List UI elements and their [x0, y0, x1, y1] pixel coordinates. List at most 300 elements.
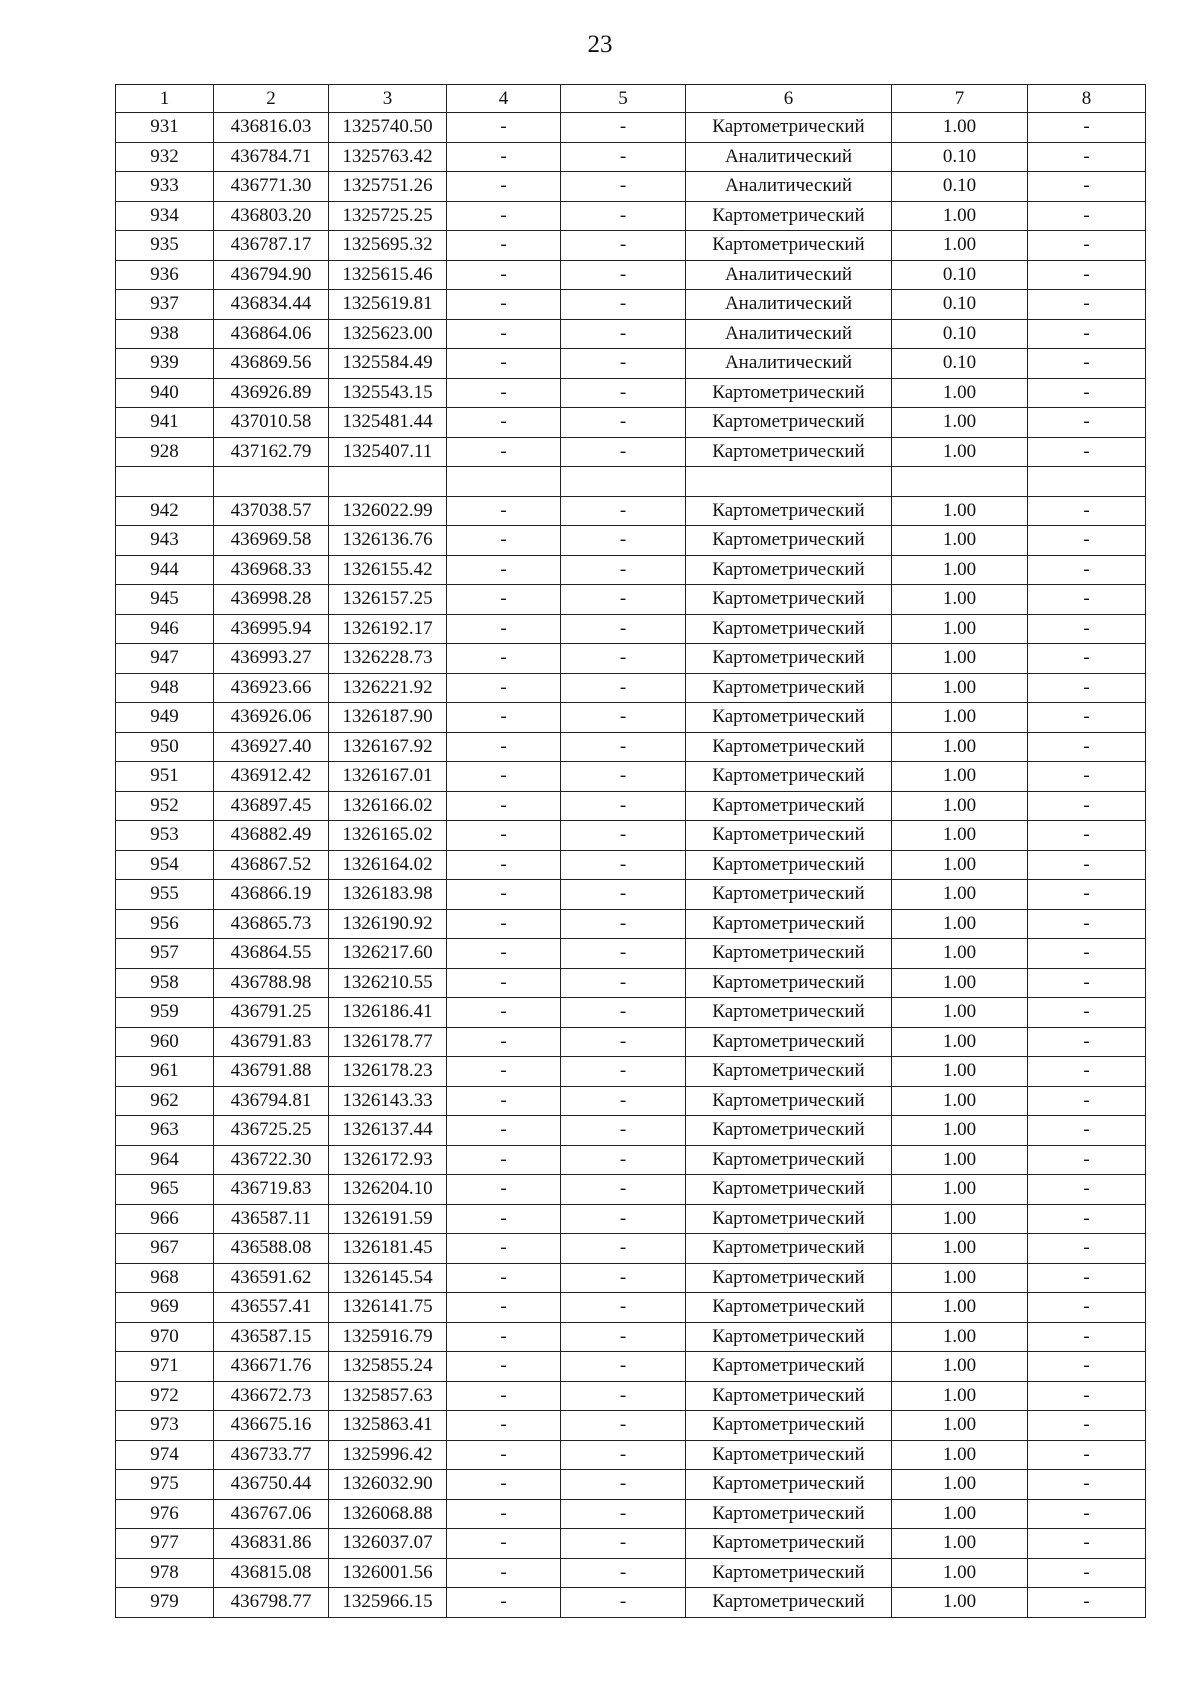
x-coordinate-cell: 436923.66: [214, 673, 329, 703]
method-cell: Картометрический: [686, 1027, 892, 1057]
col8-cell: -: [1028, 555, 1146, 585]
table-row: [116, 1234, 1146, 1264]
method-cell: Картометрический: [686, 1116, 892, 1146]
accuracy-cell: 1.00: [892, 113, 1028, 143]
accuracy-cell: 1.00: [892, 1057, 1028, 1087]
point-number-cell: 950: [116, 732, 214, 762]
x-coordinate-cell: 436831.86: [214, 1529, 329, 1559]
col8-cell: -: [1028, 496, 1146, 526]
table-row: [116, 1293, 1146, 1323]
y-coordinate-cell: 1326187.90: [329, 703, 447, 733]
point-number-cell: 944: [116, 555, 214, 585]
method-cell: Картометрический: [686, 1204, 892, 1234]
point-number-cell: 961: [116, 1057, 214, 1087]
x-coordinate-cell: 436794.90: [214, 260, 329, 290]
x-coordinate-cell: 436557.41: [214, 1293, 329, 1323]
accuracy-cell: 1.00: [892, 1381, 1028, 1411]
y-coordinate-cell: 1326145.54: [329, 1263, 447, 1293]
col4-cell: -: [447, 1322, 561, 1352]
x-coordinate-cell: 436784.71: [214, 142, 329, 172]
point-number-cell: 966: [116, 1204, 214, 1234]
y-coordinate-cell: 1326186.41: [329, 998, 447, 1028]
col5-cell: -: [561, 732, 686, 762]
point-number-cell: 933: [116, 172, 214, 202]
col5-cell: -: [561, 1057, 686, 1087]
accuracy-cell: 1.00: [892, 496, 1028, 526]
col5-cell: -: [561, 850, 686, 880]
col5-cell: -: [561, 1145, 686, 1175]
point-number-cell: 963: [116, 1116, 214, 1146]
y-coordinate-cell: 1326178.23: [329, 1057, 447, 1087]
method-cell: Картометрический: [686, 968, 892, 998]
table-header-row: [116, 85, 1146, 113]
accuracy-cell: 1.00: [892, 762, 1028, 792]
col5-cell: -: [561, 1588, 686, 1618]
col4-cell: -: [447, 201, 561, 231]
accuracy-cell: 1.00: [892, 437, 1028, 467]
y-coordinate-cell: 1326228.73: [329, 644, 447, 674]
method-cell: Картометрический: [686, 1234, 892, 1264]
col4-cell: -: [447, 555, 561, 585]
col4-cell: -: [447, 172, 561, 202]
point-number-cell: 957: [116, 939, 214, 969]
col4-cell: -: [447, 1027, 561, 1057]
accuracy-cell: 1.00: [892, 1175, 1028, 1205]
table-row: [116, 968, 1146, 998]
method-cell: Картометрический: [686, 113, 892, 143]
col4-cell: -: [447, 1411, 561, 1441]
col5-cell: -: [561, 555, 686, 585]
col8-cell: -: [1028, 319, 1146, 349]
table-row: [116, 939, 1146, 969]
col8-cell: -: [1028, 113, 1146, 143]
x-coordinate-cell: 436897.45: [214, 791, 329, 821]
col8-cell: -: [1028, 1234, 1146, 1264]
col8-cell: -: [1028, 142, 1146, 172]
col5-cell: -: [561, 378, 686, 408]
point-number-cell: 938: [116, 319, 214, 349]
x-coordinate-cell: 436882.49: [214, 821, 329, 851]
table-row: [116, 585, 1146, 615]
x-coordinate-cell: 436750.44: [214, 1470, 329, 1500]
col8-cell: -: [1028, 1204, 1146, 1234]
column-header: 6: [686, 85, 892, 113]
x-coordinate-cell: 436675.16: [214, 1411, 329, 1441]
table-row: [116, 437, 1146, 467]
col4-cell: -: [447, 821, 561, 851]
col5-cell: -: [561, 1381, 686, 1411]
accuracy-cell: 1.00: [892, 614, 1028, 644]
y-coordinate-cell: [329, 467, 447, 497]
point-number-cell: 956: [116, 909, 214, 939]
point-number-cell: 942: [116, 496, 214, 526]
table-row: [116, 1204, 1146, 1234]
point-number-cell: [116, 467, 214, 497]
table-row: [116, 1145, 1146, 1175]
method-cell: Картометрический: [686, 1529, 892, 1559]
x-coordinate-cell: 436864.06: [214, 319, 329, 349]
col5-cell: -: [561, 1470, 686, 1500]
col5-cell: -: [561, 614, 686, 644]
y-coordinate-cell: 1326166.02: [329, 791, 447, 821]
method-cell: Аналитический: [686, 260, 892, 290]
y-coordinate-cell: 1326164.02: [329, 850, 447, 880]
point-number-cell: 937: [116, 290, 214, 320]
col8-cell: -: [1028, 585, 1146, 615]
point-number-cell: 928: [116, 437, 214, 467]
table-row: [116, 172, 1146, 202]
point-number-cell: 959: [116, 998, 214, 1028]
table-row: [116, 1116, 1146, 1146]
accuracy-cell: 1.00: [892, 1086, 1028, 1116]
table-row: [116, 1411, 1146, 1441]
x-coordinate-cell: 436926.89: [214, 378, 329, 408]
col5-cell: -: [561, 1116, 686, 1146]
point-number-cell: 973: [116, 1411, 214, 1441]
point-number-cell: 970: [116, 1322, 214, 1352]
column-header: 1: [116, 85, 214, 113]
x-coordinate-cell: 436672.73: [214, 1381, 329, 1411]
table-row: [116, 1381, 1146, 1411]
col8-cell: -: [1028, 1116, 1146, 1146]
col4-cell: -: [447, 290, 561, 320]
method-cell: Картометрический: [686, 555, 892, 585]
col8-cell: -: [1028, 1322, 1146, 1352]
y-coordinate-cell: 1325916.79: [329, 1322, 447, 1352]
col5-cell: -: [561, 880, 686, 910]
point-number-cell: 972: [116, 1381, 214, 1411]
accuracy-cell: 0.10: [892, 349, 1028, 379]
accuracy-cell: 1.00: [892, 909, 1028, 939]
accuracy-cell: 1.00: [892, 703, 1028, 733]
table-row: [116, 319, 1146, 349]
table-row: [116, 113, 1146, 143]
point-number-cell: 967: [116, 1234, 214, 1264]
y-coordinate-cell: 1325619.81: [329, 290, 447, 320]
column-header: 8: [1028, 85, 1146, 113]
col5-cell: -: [561, 909, 686, 939]
accuracy-cell: 1.00: [892, 998, 1028, 1028]
method-cell: Картометрический: [686, 1322, 892, 1352]
method-cell: Картометрический: [686, 644, 892, 674]
y-coordinate-cell: 1326143.33: [329, 1086, 447, 1116]
col8-cell: -: [1028, 791, 1146, 821]
accuracy-cell: 1.00: [892, 526, 1028, 556]
col8-cell: -: [1028, 1529, 1146, 1559]
accuracy-cell: 1.00: [892, 378, 1028, 408]
col8-cell: -: [1028, 1470, 1146, 1500]
col5-cell: -: [561, 703, 686, 733]
x-coordinate-cell: 436867.52: [214, 850, 329, 880]
table-row: [116, 821, 1146, 851]
col8-cell: -: [1028, 821, 1146, 851]
col4-cell: -: [447, 703, 561, 733]
x-coordinate-cell: 436968.33: [214, 555, 329, 585]
x-coordinate-cell: 436791.25: [214, 998, 329, 1028]
x-coordinate-cell: 436767.06: [214, 1499, 329, 1529]
col4-cell: -: [447, 939, 561, 969]
y-coordinate-cell: 1326190.92: [329, 909, 447, 939]
col4-cell: -: [447, 1116, 561, 1146]
x-coordinate-cell: 436787.17: [214, 231, 329, 261]
col4-cell: -: [447, 408, 561, 438]
point-number-cell: 978: [116, 1558, 214, 1588]
method-cell: Картометрический: [686, 201, 892, 231]
method-cell: Картометрический: [686, 1499, 892, 1529]
accuracy-cell: 0.10: [892, 290, 1028, 320]
col4-cell: -: [447, 1499, 561, 1529]
col4-cell: -: [447, 1588, 561, 1618]
column-header: 7: [892, 85, 1028, 113]
x-coordinate-cell: 436791.83: [214, 1027, 329, 1057]
accuracy-cell: 1.00: [892, 1322, 1028, 1352]
col5-cell: -: [561, 762, 686, 792]
y-coordinate-cell: 1325615.46: [329, 260, 447, 290]
x-coordinate-cell: 436725.25: [214, 1116, 329, 1146]
col8-cell: -: [1028, 1086, 1146, 1116]
col5-cell: -: [561, 1234, 686, 1264]
col8-cell: -: [1028, 1057, 1146, 1087]
accuracy-cell: 1.00: [892, 1263, 1028, 1293]
col8-cell: -: [1028, 998, 1146, 1028]
accuracy-cell: 1.00: [892, 1204, 1028, 1234]
point-number-cell: 952: [116, 791, 214, 821]
col4-cell: -: [447, 142, 561, 172]
point-number-cell: 932: [116, 142, 214, 172]
x-coordinate-cell: 436866.19: [214, 880, 329, 910]
y-coordinate-cell: 1326022.99: [329, 496, 447, 526]
point-number-cell: 953: [116, 821, 214, 851]
col8-cell: -: [1028, 732, 1146, 762]
method-cell: Картометрический: [686, 1440, 892, 1470]
table-row: [116, 1352, 1146, 1382]
col8-cell: -: [1028, 1381, 1146, 1411]
y-coordinate-cell: 1325996.42: [329, 1440, 447, 1470]
col4-cell: -: [447, 1293, 561, 1323]
accuracy-cell: 0.10: [892, 142, 1028, 172]
x-coordinate-cell: 436993.27: [214, 644, 329, 674]
point-number-cell: 958: [116, 968, 214, 998]
table-row: [116, 850, 1146, 880]
col4-cell: -: [447, 585, 561, 615]
method-cell: Картометрический: [686, 496, 892, 526]
y-coordinate-cell: 1325751.26: [329, 172, 447, 202]
col4-cell: -: [447, 1440, 561, 1470]
col5-cell: -: [561, 201, 686, 231]
table-row: [116, 1588, 1146, 1618]
point-number-cell: 971: [116, 1352, 214, 1382]
column-header: 4: [447, 85, 561, 113]
col4-cell: -: [447, 260, 561, 290]
col8-cell: -: [1028, 1175, 1146, 1205]
point-number-cell: 943: [116, 526, 214, 556]
point-number-cell: 969: [116, 1293, 214, 1323]
method-cell: Картометрический: [686, 791, 892, 821]
y-coordinate-cell: 1325623.00: [329, 319, 447, 349]
table-row: [116, 260, 1146, 290]
accuracy-cell: 1.00: [892, 1588, 1028, 1618]
y-coordinate-cell: 1326167.92: [329, 732, 447, 762]
point-number-cell: 934: [116, 201, 214, 231]
table-row: [116, 408, 1146, 438]
accuracy-cell: 1.00: [892, 968, 1028, 998]
col8-cell: -: [1028, 260, 1146, 290]
point-number-cell: 948: [116, 673, 214, 703]
method-cell: Картометрический: [686, 703, 892, 733]
y-coordinate-cell: 1325481.44: [329, 408, 447, 438]
table-row: [116, 762, 1146, 792]
method-cell: Картометрический: [686, 821, 892, 851]
col5-cell: -: [561, 968, 686, 998]
method-cell: Картометрический: [686, 437, 892, 467]
col4-cell: -: [447, 526, 561, 556]
table-row: [116, 496, 1146, 526]
y-coordinate-cell: 1326136.76: [329, 526, 447, 556]
method-cell: Картометрический: [686, 1470, 892, 1500]
col5-cell: -: [561, 1529, 686, 1559]
x-coordinate-cell: 436834.44: [214, 290, 329, 320]
point-number-cell: 977: [116, 1529, 214, 1559]
col4-cell: -: [447, 1204, 561, 1234]
x-coordinate-cell: 436798.77: [214, 1588, 329, 1618]
x-coordinate-cell: 436671.76: [214, 1352, 329, 1382]
col8-cell: -: [1028, 408, 1146, 438]
accuracy-cell: 1.00: [892, 1027, 1028, 1057]
col5-cell: -: [561, 821, 686, 851]
x-coordinate-cell: 436591.62: [214, 1263, 329, 1293]
accuracy-cell: 1.00: [892, 880, 1028, 910]
accuracy-cell: 1.00: [892, 1234, 1028, 1264]
y-coordinate-cell: 1325966.15: [329, 1588, 447, 1618]
method-cell: Картометрический: [686, 1352, 892, 1382]
table-row: [116, 614, 1146, 644]
accuracy-cell: 1.00: [892, 1352, 1028, 1382]
table-row: [116, 142, 1146, 172]
col4-cell: -: [447, 998, 561, 1028]
col5-cell: -: [561, 349, 686, 379]
col8-cell: -: [1028, 378, 1146, 408]
y-coordinate-cell: 1326210.55: [329, 968, 447, 998]
column-header: 3: [329, 85, 447, 113]
y-coordinate-cell: 1326191.59: [329, 1204, 447, 1234]
x-coordinate-cell: 436969.58: [214, 526, 329, 556]
y-coordinate-cell: 1326217.60: [329, 939, 447, 969]
x-coordinate-cell: 436864.55: [214, 939, 329, 969]
col4-cell: -: [447, 437, 561, 467]
x-coordinate-cell: 436927.40: [214, 732, 329, 762]
col5-cell: -: [561, 1411, 686, 1441]
col5-cell: -: [561, 1027, 686, 1057]
table-row: [116, 703, 1146, 733]
y-coordinate-cell: 1325407.11: [329, 437, 447, 467]
method-cell: Картометрический: [686, 1293, 892, 1323]
col5-cell: -: [561, 585, 686, 615]
col8-cell: -: [1028, 939, 1146, 969]
method-cell: Картометрический: [686, 998, 892, 1028]
table-row: [116, 231, 1146, 261]
col4-cell: [447, 467, 561, 497]
method-cell: Картометрический: [686, 378, 892, 408]
point-number-cell: 968: [116, 1263, 214, 1293]
col5-cell: -: [561, 791, 686, 821]
point-number-cell: 949: [116, 703, 214, 733]
col8-cell: -: [1028, 880, 1146, 910]
y-coordinate-cell: 1326192.17: [329, 614, 447, 644]
y-coordinate-cell: 1325763.42: [329, 142, 447, 172]
col4-cell: -: [447, 231, 561, 261]
method-cell: Картометрический: [686, 1411, 892, 1441]
accuracy-cell: 1.00: [892, 585, 1028, 615]
method-cell: Картометрический: [686, 231, 892, 261]
method-cell: Картометрический: [686, 1057, 892, 1087]
col4-cell: -: [447, 113, 561, 143]
col4-cell: -: [447, 614, 561, 644]
y-coordinate-cell: 1326141.75: [329, 1293, 447, 1323]
col8-cell: -: [1028, 290, 1146, 320]
accuracy-cell: 1.00: [892, 1293, 1028, 1323]
x-coordinate-cell: 436926.06: [214, 703, 329, 733]
x-coordinate-cell: 436803.20: [214, 201, 329, 231]
x-coordinate-cell: 436815.08: [214, 1558, 329, 1588]
y-coordinate-cell: 1325584.49: [329, 349, 447, 379]
y-coordinate-cell: 1325543.15: [329, 378, 447, 408]
table-row: [116, 1558, 1146, 1588]
col4-cell: -: [447, 909, 561, 939]
point-number-cell: 951: [116, 762, 214, 792]
accuracy-cell: 1.00: [892, 939, 1028, 969]
col4-cell: -: [447, 968, 561, 998]
point-number-cell: 974: [116, 1440, 214, 1470]
col5-cell: -: [561, 231, 686, 261]
table-row: [116, 1322, 1146, 1352]
x-coordinate-cell: 436791.88: [214, 1057, 329, 1087]
method-cell: Картометрический: [686, 408, 892, 438]
method-cell: Картометрический: [686, 850, 892, 880]
col4-cell: -: [447, 1381, 561, 1411]
y-coordinate-cell: 1325855.24: [329, 1352, 447, 1382]
col8-cell: -: [1028, 1027, 1146, 1057]
col4-cell: -: [447, 673, 561, 703]
y-coordinate-cell: 1325857.63: [329, 1381, 447, 1411]
table-row: [116, 526, 1146, 556]
accuracy-cell: 1.00: [892, 1440, 1028, 1470]
col4-cell: -: [447, 791, 561, 821]
col8-cell: -: [1028, 1352, 1146, 1382]
col5-cell: -: [561, 437, 686, 467]
x-coordinate-cell: 437010.58: [214, 408, 329, 438]
col5-cell: -: [561, 496, 686, 526]
table-row: [116, 909, 1146, 939]
accuracy-cell: 1.00: [892, 1529, 1028, 1559]
x-coordinate-cell: 436816.03: [214, 113, 329, 143]
col8-cell: -: [1028, 1499, 1146, 1529]
x-coordinate-cell: 436788.98: [214, 968, 329, 998]
column-header: 5: [561, 85, 686, 113]
x-coordinate-cell: 436995.94: [214, 614, 329, 644]
table-row: [116, 1263, 1146, 1293]
x-coordinate-cell: 436865.73: [214, 909, 329, 939]
x-coordinate-cell: 436733.77: [214, 1440, 329, 1470]
table-row: [116, 201, 1146, 231]
point-number-cell: 939: [116, 349, 214, 379]
col4-cell: -: [447, 1352, 561, 1382]
accuracy-cell: 1.00: [892, 555, 1028, 585]
col5-cell: -: [561, 290, 686, 320]
col5-cell: -: [561, 939, 686, 969]
col4-cell: -: [447, 644, 561, 674]
table-row: [116, 673, 1146, 703]
col5-cell: -: [561, 260, 686, 290]
